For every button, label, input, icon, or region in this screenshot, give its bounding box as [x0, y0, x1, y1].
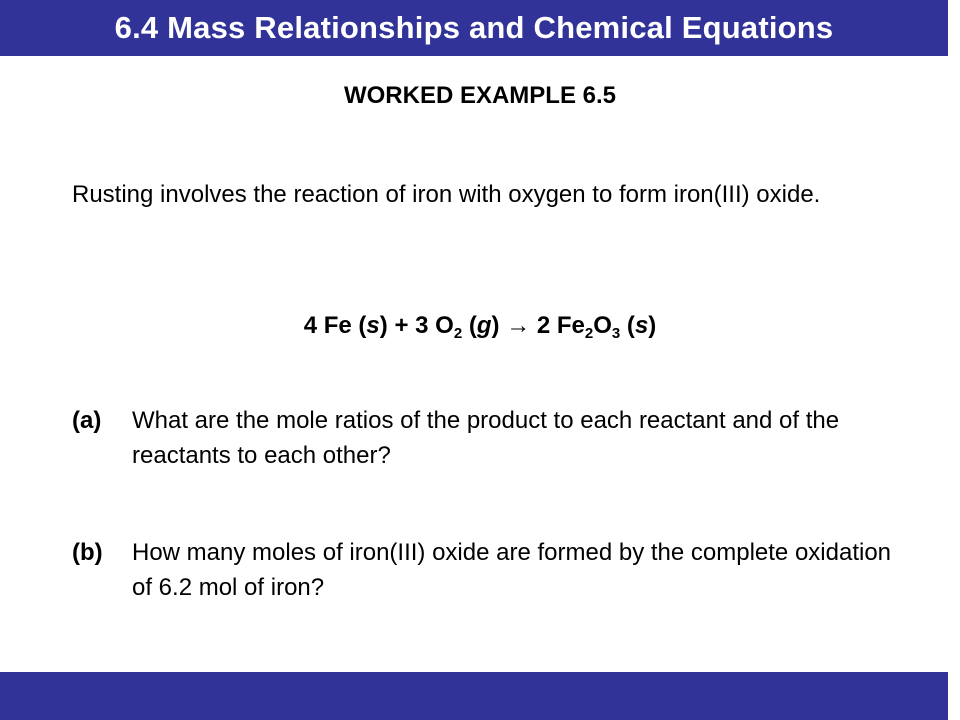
intro-text: Rusting involves the reaction of iron with oxygen to form iron(III) oxide.: [72, 181, 821, 208]
footer-bar: [0, 672, 948, 720]
reactant2-subscript: 2: [453, 325, 463, 342]
product-element1: Fe: [556, 312, 585, 339]
title-bar: [0, 0, 948, 56]
question-label: (a): [72, 407, 102, 434]
reactant2-formula: O: [435, 312, 454, 339]
product-coefficient: 2: [536, 312, 551, 339]
reaction-arrow: →: [506, 312, 531, 339]
reactant1-coefficient: 4: [303, 312, 318, 339]
question-b: [72, 535, 892, 605]
reactant2-state: g: [476, 312, 492, 339]
slide-title: 6.4 Mass Relationships and Chemical Equations: [114, 10, 834, 45]
worked-example-heading: WORKED EXAMPLE 6.5: [343, 82, 617, 109]
plus-sign: +: [394, 312, 409, 339]
question-text: How many moles of iron(III) oxide are formed by the complete oxidation of 6.2 mol of iron?: [132, 539, 892, 601]
product-element2: O: [593, 312, 612, 339]
product-subscript1: 2: [584, 325, 594, 342]
question-a: [72, 403, 892, 473]
product-state: s: [634, 312, 649, 339]
chemical-equation: 4 Fe (s) + 3 $O_2$ (g) → 2 $Fe_2O_3$ (s): [303, 312, 657, 342]
question-label: (b): [72, 539, 103, 566]
reactant2-coefficient: 3: [415, 312, 429, 339]
reactant1-formula: Fe: [323, 312, 352, 339]
question-text: What are the mole ratios of the product to each reactant and of the reactants to each other?: [132, 407, 840, 469]
product-subscript2: 3: [611, 325, 621, 342]
reactant1-state: s: [366, 312, 380, 339]
